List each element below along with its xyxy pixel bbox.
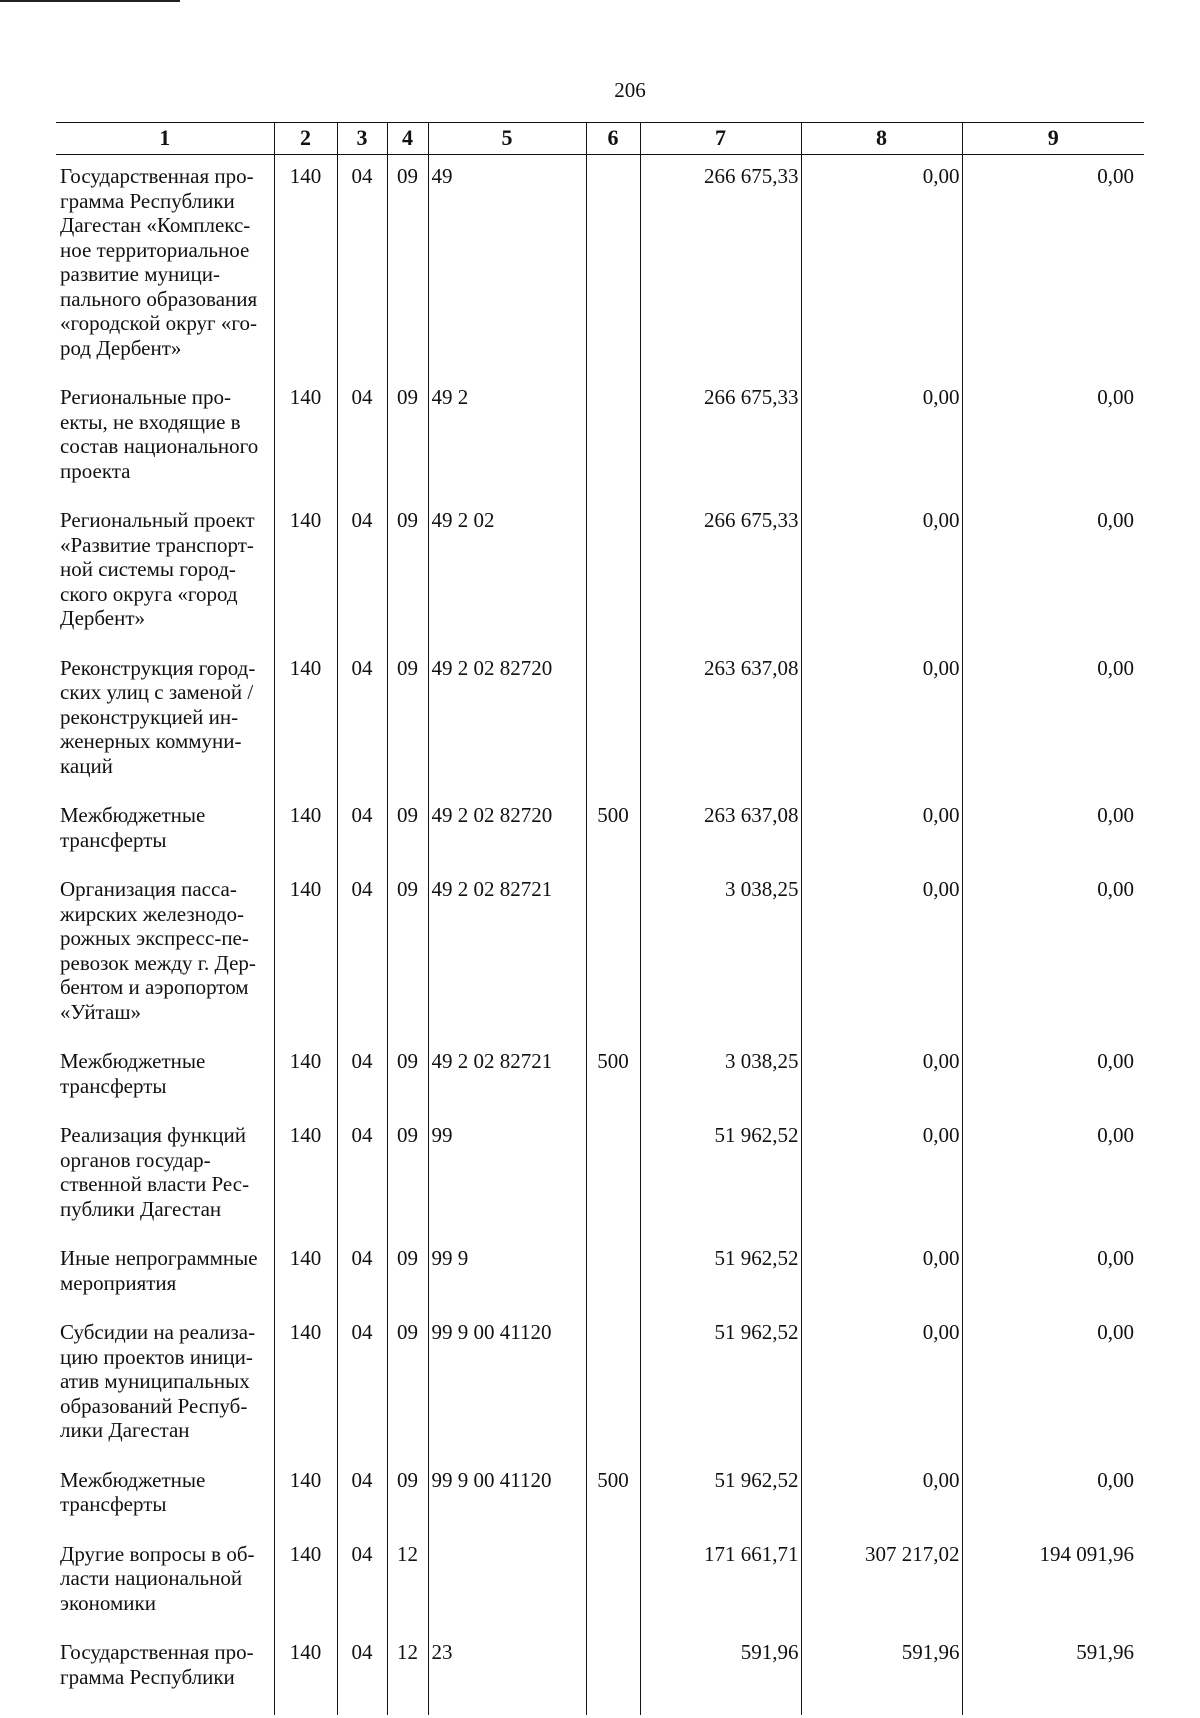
row-name-line: Региональные про- — [60, 385, 232, 409]
row-name-line: «городской округ «го- — [60, 311, 257, 335]
row-name-line: «Развитие транспорт- — [60, 532, 254, 557]
cell-col-2: 140 — [274, 499, 337, 647]
cell-col-2: 140 — [274, 1533, 337, 1632]
cell-col-3: 04 — [337, 868, 387, 1040]
cell-col-4: 09 — [387, 499, 428, 647]
cell-col-1 — [56, 155, 274, 377]
cell-col-6: 500 — [586, 1040, 640, 1114]
row-name-line: екты, не входящие в — [60, 409, 241, 434]
cell-col-4: 09 — [387, 1311, 428, 1459]
cell-col-9: 0,00 — [962, 868, 1144, 1040]
cell-col-5: 49 2 — [428, 376, 586, 499]
cell-col-8: 0,00 — [801, 647, 962, 795]
cell-col-6 — [586, 1237, 640, 1311]
row-name-line: реконструкцией ин- — [60, 704, 239, 729]
cell-col-7: 171 661,71 — [640, 1533, 801, 1632]
cell-col-9: 194 091,96 — [962, 1533, 1144, 1632]
cell-col-9: 0,00 — [962, 1237, 1144, 1311]
cell-col-6 — [586, 1311, 640, 1459]
row-name-line: ное территориальное — [60, 237, 250, 262]
cell-col-2: 140 — [274, 1040, 337, 1114]
cell-col-7: 266 675,33 — [640, 155, 801, 377]
cell-col-8: 0,00 — [801, 499, 962, 647]
cell-col-6: 500 — [586, 794, 640, 868]
cell-col-8: 0,00 — [801, 1459, 962, 1533]
cell-col-4: 09 — [387, 1237, 428, 1311]
header-col-4: 4 — [387, 123, 428, 155]
cell-col-9: 0,00 — [962, 499, 1144, 647]
header-col-2: 2 — [274, 123, 337, 155]
cell-col-4: 09 — [387, 1114, 428, 1237]
cell-col-9: 0,00 — [962, 1459, 1144, 1533]
cell-col-4: 09 — [387, 868, 428, 1040]
row-name-line: развитие муници- — [60, 262, 220, 286]
row-name-line: лики Дагестан — [60, 1418, 190, 1442]
cell-col-1 — [56, 1040, 274, 1114]
cell-col-4: 09 — [387, 1459, 428, 1533]
cell-col-1 — [56, 1114, 274, 1237]
row-name-line: органов государ- — [60, 1147, 211, 1172]
row-name-line: образований Респуб- — [60, 1393, 248, 1418]
row-name-line: каций — [60, 753, 113, 778]
row-name-line: трансферты — [60, 827, 167, 852]
row-name-line: Дагестан «Комплекс- — [60, 213, 251, 237]
page-number: 206 — [614, 78, 646, 102]
cell-col-1 — [56, 1237, 274, 1311]
row-name-line: ского округа «город — [60, 581, 238, 606]
cell-col-8: 0,00 — [801, 376, 962, 499]
row-name-line: грамма Республики — [60, 188, 235, 213]
cell-col-3: 04 — [337, 499, 387, 647]
table-row — [56, 1237, 1144, 1311]
row-name-line: Межбюджетные — [60, 803, 206, 827]
table-header-row — [56, 123, 1144, 155]
cell-col-7: 51 962,52 — [640, 1114, 801, 1237]
header-col-5: 5 — [428, 123, 586, 155]
table-row — [56, 1114, 1144, 1237]
cell-col-8: 0,00 — [801, 1237, 962, 1311]
cell-col-2: 140 — [274, 1237, 337, 1311]
cell-col-7: 263 637,08 — [640, 794, 801, 868]
cell-col-5: 99 9 — [428, 1237, 586, 1311]
row-name-line: мероприятия — [60, 1270, 177, 1295]
row-name-line: Государственная про- — [60, 164, 254, 188]
cell-col-1 — [56, 1631, 274, 1715]
cell-col-2: 140 — [274, 1114, 337, 1237]
cell-col-3: 04 — [337, 1114, 387, 1237]
cell-col-7: 51 962,52 — [640, 1311, 801, 1459]
budget-table — [56, 122, 1144, 1715]
cell-col-3: 04 — [337, 794, 387, 868]
cell-col-5: 49 2 02 82720 — [428, 647, 586, 795]
cell-col-6 — [586, 1533, 640, 1632]
cell-col-8: 591,96 — [801, 1631, 962, 1715]
table-row — [56, 647, 1144, 795]
cell-col-8: 0,00 — [801, 1311, 962, 1459]
table-row — [56, 1631, 1144, 1715]
row-name-line: «Уйташ» — [60, 999, 141, 1024]
cell-col-7: 266 675,33 — [640, 376, 801, 499]
cell-col-2: 140 — [274, 1311, 337, 1459]
cell-col-4: 09 — [387, 376, 428, 499]
table-row — [56, 794, 1144, 868]
cell-col-1 — [56, 647, 274, 795]
row-name-line: трансферты — [60, 1073, 167, 1098]
table-row — [56, 376, 1144, 499]
cell-col-5: 49 2 02 82720 — [428, 794, 586, 868]
table-row — [56, 1533, 1144, 1632]
cell-col-3: 04 — [337, 1631, 387, 1715]
cell-col-6 — [586, 1631, 640, 1715]
row-name-line: рожных экспресс-пе- — [60, 926, 249, 950]
cell-col-8: 0,00 — [801, 794, 962, 868]
cell-col-9: 591,96 — [962, 1631, 1144, 1715]
cell-col-2: 140 — [274, 868, 337, 1040]
cell-col-1 — [56, 1533, 274, 1632]
cell-col-3: 04 — [337, 1237, 387, 1311]
row-name-line: Государственная про- — [60, 1640, 254, 1664]
row-name-line: ственной власти Рес- — [60, 1172, 250, 1196]
row-name-line: род Дербент» — [60, 335, 182, 360]
row-name-line: проекта — [60, 458, 131, 483]
cell-col-9: 0,00 — [962, 1311, 1144, 1459]
row-name-line: публики Дагестан — [60, 1196, 222, 1221]
cell-col-1 — [56, 1459, 274, 1533]
row-name-line: Иные непрограммные — [60, 1246, 258, 1270]
table-row — [56, 1459, 1144, 1533]
cell-col-3: 04 — [337, 647, 387, 795]
row-name-line: Организация пасса- — [60, 877, 237, 901]
cell-col-1 — [56, 376, 274, 499]
row-name-line: Другие вопросы в об- — [60, 1541, 255, 1566]
row-name-line: Региональный проект — [60, 508, 255, 532]
table-row — [56, 868, 1144, 1040]
cell-col-3: 04 — [337, 155, 387, 377]
cell-col-9: 0,00 — [962, 376, 1144, 499]
cell-col-7: 591,96 — [640, 1631, 801, 1715]
row-name-line: экономики — [60, 1590, 156, 1615]
cell-col-9: 0,00 — [962, 1114, 1144, 1237]
cell-col-4: 12 — [387, 1533, 428, 1632]
cell-col-4: 09 — [387, 155, 428, 377]
cell-col-9: 0,00 — [962, 1040, 1144, 1114]
cell-col-5: 99 9 00 41120 — [428, 1311, 586, 1459]
cell-col-5: 49 2 02 82721 — [428, 868, 586, 1040]
header-col-1: 1 — [56, 123, 274, 155]
row-name-line: ласти национальной — [60, 1566, 243, 1590]
row-name-line: Реализация функций — [60, 1123, 246, 1147]
row-name-line: Субсидии на реализа- — [60, 1320, 256, 1344]
cell-col-4: 09 — [387, 647, 428, 795]
cell-col-2: 140 — [274, 1459, 337, 1533]
cell-col-9: 0,00 — [962, 155, 1144, 377]
cell-col-8: 0,00 — [801, 868, 962, 1040]
cell-col-2: 140 — [274, 794, 337, 868]
cell-col-6: 500 — [586, 1459, 640, 1533]
cell-col-8: 0,00 — [801, 155, 962, 377]
row-name-line: жирских железнодо- — [60, 901, 244, 926]
cell-col-1 — [56, 794, 274, 868]
row-name-line: ревозок между г. Дер- — [60, 950, 256, 975]
cell-col-3: 04 — [337, 1533, 387, 1632]
cell-col-9: 0,00 — [962, 794, 1144, 868]
row-name-line: Межбюджетные — [60, 1467, 206, 1492]
cell-col-9: 0,00 — [962, 647, 1144, 795]
table-row — [56, 1040, 1144, 1114]
cell-col-2: 140 — [274, 1631, 337, 1715]
cell-col-6 — [586, 1114, 640, 1237]
cell-col-6 — [586, 155, 640, 377]
cell-col-1 — [56, 499, 274, 647]
cell-col-7: 51 962,52 — [640, 1459, 801, 1533]
table-row — [56, 499, 1144, 647]
cell-col-3: 04 — [337, 1311, 387, 1459]
header-col-3: 3 — [337, 123, 387, 155]
cell-col-7: 263 637,08 — [640, 647, 801, 795]
header-col-7: 7 — [640, 123, 801, 155]
cell-col-6 — [586, 499, 640, 647]
table-row — [56, 155, 1144, 377]
row-name-line: трансферты — [60, 1492, 167, 1516]
cell-col-8: 307 217,02 — [801, 1533, 962, 1632]
cell-col-3: 04 — [337, 1459, 387, 1533]
cell-col-4: 09 — [387, 1040, 428, 1114]
row-name-line: атив муниципальных — [60, 1369, 250, 1393]
cell-col-1 — [56, 1311, 274, 1459]
cell-col-5: 99 9 00 41120 — [428, 1459, 586, 1533]
cell-col-2: 140 — [274, 647, 337, 795]
row-name-line: женерных коммуни- — [60, 729, 242, 753]
header-col-6: 6 — [586, 123, 640, 155]
cell-col-4: 09 — [387, 794, 428, 868]
cell-col-7: 3 038,25 — [640, 1040, 801, 1114]
row-name-line: пального образования — [60, 286, 258, 311]
cell-col-6 — [586, 376, 640, 499]
cell-col-8: 0,00 — [801, 1114, 962, 1237]
cell-col-5: 99 — [428, 1114, 586, 1237]
table-row — [56, 1311, 1144, 1459]
cell-col-7: 3 038,25 — [640, 868, 801, 1040]
cell-col-2: 140 — [274, 155, 337, 377]
cell-col-8: 0,00 — [801, 1040, 962, 1114]
cell-col-3: 04 — [337, 376, 387, 499]
cell-col-5: 23 — [428, 1631, 586, 1715]
header-col-8: 8 — [801, 123, 962, 155]
row-name-line: ских улиц с заменой / — [60, 680, 254, 704]
row-name-line: Реконструкция город- — [60, 655, 256, 680]
row-name-line: цию проектов иници- — [60, 1344, 253, 1369]
row-name-line: Межбюджетные — [60, 1049, 206, 1073]
row-name-line: состав национального — [60, 434, 259, 458]
row-name-line: бентом и аэропортом — [60, 975, 249, 999]
row-name-line: Дербент» — [60, 606, 146, 630]
cell-col-5: 49 — [428, 155, 586, 377]
cell-col-4: 12 — [387, 1631, 428, 1715]
header-col-9: 9 — [962, 123, 1144, 155]
scan-edge-line — [0, 0, 180, 2]
cell-col-6 — [586, 647, 640, 795]
cell-col-7: 51 962,52 — [640, 1237, 801, 1311]
cell-col-5: 49 2 02 — [428, 499, 586, 647]
cell-col-7: 266 675,33 — [640, 499, 801, 647]
row-name-line: ной системы город- — [60, 557, 236, 581]
cell-col-5: 49 2 02 82721 — [428, 1040, 586, 1114]
cell-col-2: 140 — [274, 376, 337, 499]
cell-col-1 — [56, 868, 274, 1040]
cell-col-5 — [428, 1533, 586, 1632]
cell-col-6 — [586, 868, 640, 1040]
cell-col-3: 04 — [337, 1040, 387, 1114]
row-name-line: грамма Республики — [60, 1664, 235, 1689]
